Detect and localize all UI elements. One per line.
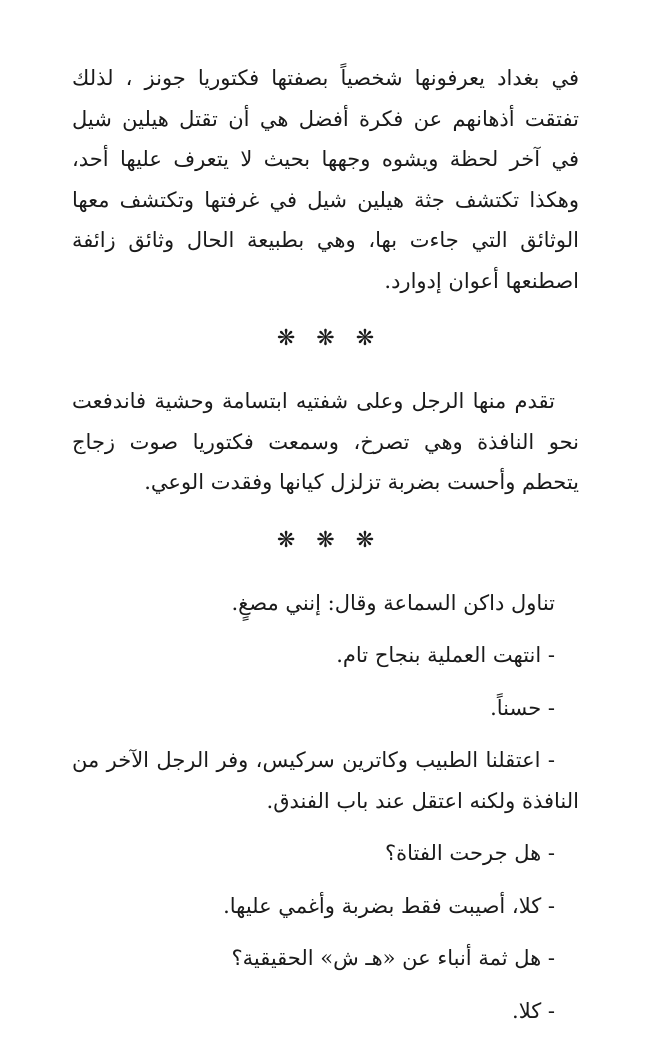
section-separator: ❋ ❋ ❋ bbox=[276, 326, 375, 351]
dialogue-line: - هل جرحت الفتاة؟ bbox=[384, 841, 555, 865]
dialogue-line: - كلا. bbox=[512, 998, 555, 1023]
section-separator: ❋ ❋ ❋ bbox=[276, 527, 375, 553]
dialogue-line: تناول داكن السماعة وقال: إنني مصغٍ. bbox=[231, 590, 555, 615]
paragraph-bagdad-plot: في بغداد يعرفونها شخصياً بصفتها فكتوريا جونز ، لذلك تفتقت أذهانهم عن فكرة أفضل هي أن تقتل هيلين شيل في آخر لحظة ويشوه وجهها بحيث لا يتعرف عليها أحد، وهكذا تكتشف جثة هيلين شيل في غرفتها وتكتشف معها الوثائق التي جاءت بها، وهي بطبيعة الحال وثائق زائفة اصطنعها أعوان إدوارد. bbox=[72, 66, 579, 293]
dialogue-line: - حسناً. bbox=[490, 695, 555, 720]
book-page bbox=[72, 58, 579, 1043]
dialogue-line: - كلا، أصيبت فقط بضربة وأغمي عليها. bbox=[223, 893, 555, 918]
dialogue-line: - اعتقلنا الطبيب وكاترين سركيس، وفر الرجل الآخر من النافذة ولكنه اعتقل عند باب الفندق. bbox=[72, 748, 579, 813]
dialogue-line: - انتهت العملية بنجاح تام. bbox=[336, 643, 555, 667]
dialogue-line: - هل ثمة أنباء عن «هـ ش» الحقيقية؟ bbox=[231, 946, 555, 970]
paragraph-attack: تقدم منها الرجل وعلى شفتيه ابتسامة وحشية فاندفعت نحو النافذة وهي تصرخ، وسمعت فكتوريا صوت زجاج يتحطم وأحست بضربة تزلزل كيانها وفقدت الوعي. bbox=[72, 389, 579, 494]
